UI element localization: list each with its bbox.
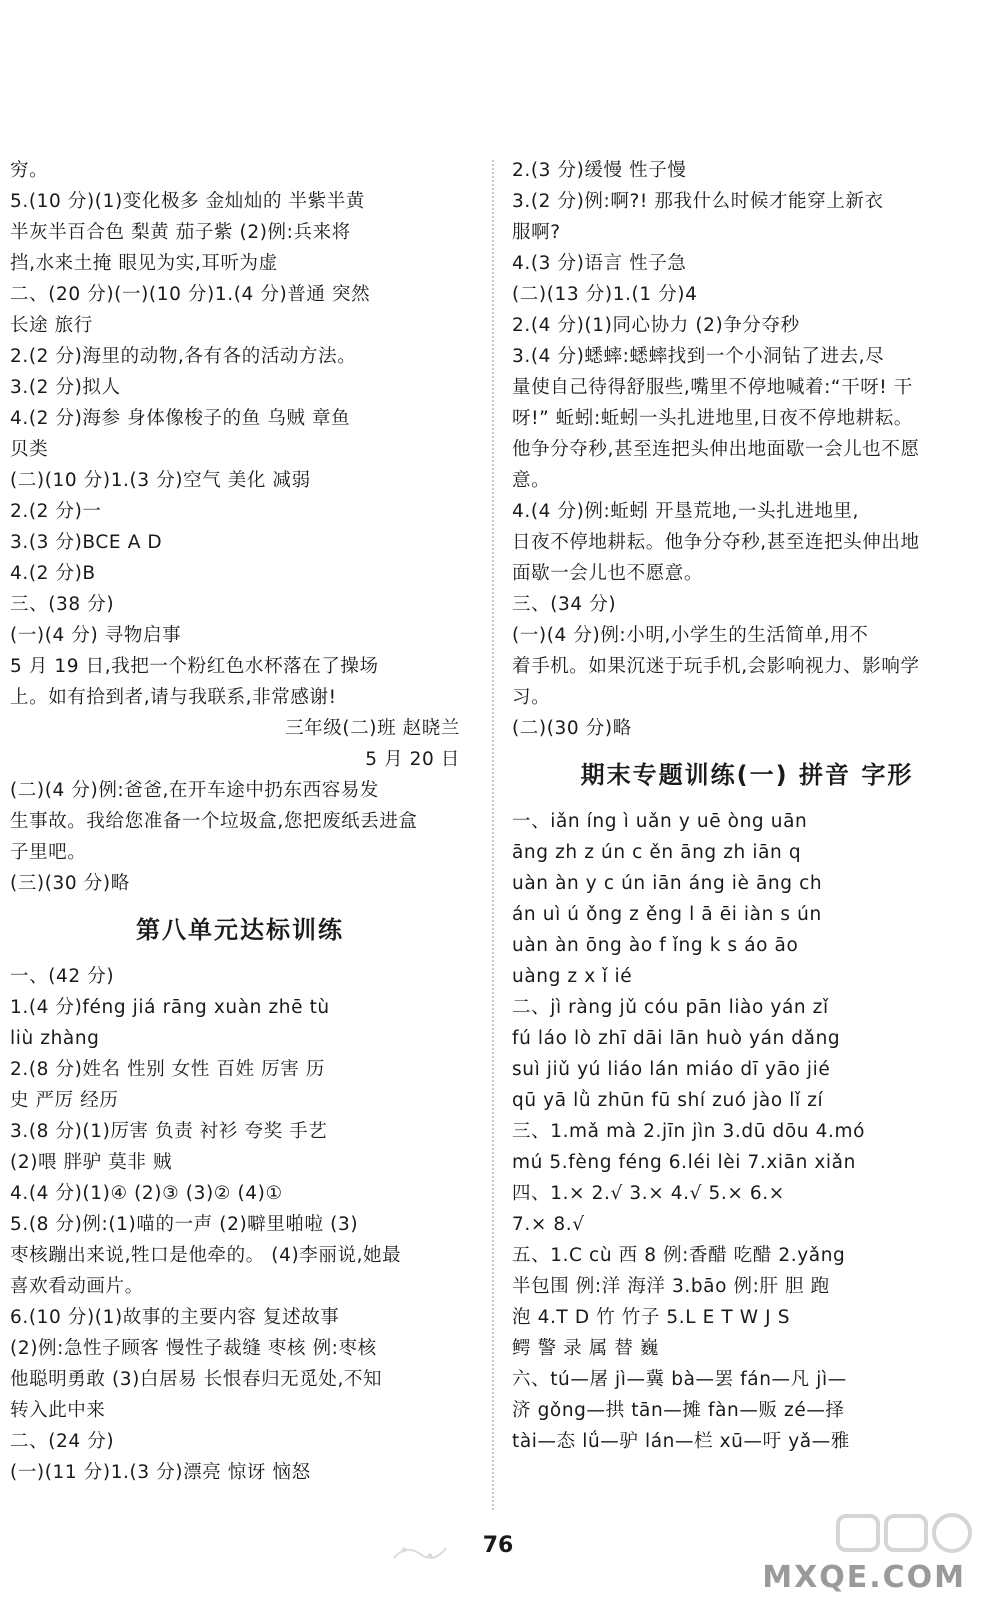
text-line: 4.(4 分)(1)④ (2)③ (3)② (4)① — [10, 1183, 283, 1204]
text-line: (二)(4 分)例:爸爸,在开车途中扔东西容易发 — [10, 780, 380, 801]
text-line: 4.(2 分)B — [10, 563, 96, 584]
text-line: (2)喂 胖驴 莫非 贼 — [10, 1152, 173, 1173]
text-line: 鳄 警 录 属 替 巍 — [512, 1338, 660, 1359]
text-line: 枣核蹦出来说,牲口是他牵的。 (4)李丽说,她最 — [10, 1245, 402, 1266]
text-line: liù zhàng — [10, 1028, 100, 1049]
text-line: (二)(13 分)1.(1 分)4 — [512, 284, 698, 305]
text-line: 上。如有拾到者,请与我联系,非常感谢! — [10, 687, 337, 708]
text-line: fú láo lò zhī dāi lān huò yán dǎng — [512, 1028, 841, 1049]
text-line: uàn àn ōng ào f ǐng k s áo āo — [512, 935, 799, 956]
text-line: suì jiǔ yú liáo lán miáo dī yāo jié — [512, 1059, 831, 1080]
watermark-text: MXQE.COM — [762, 1560, 966, 1595]
text-line: 三、(38 分) — [10, 594, 115, 615]
text-line: 四、1.× 2.√ 3.× 4.√ 5.× 6.× — [512, 1183, 785, 1204]
text-line: uàn àn y c ún iān áng iè āng ch — [512, 873, 823, 894]
text-line: 4.(4 分)例:蚯蚓 开垦荒地,一头扎进地里, — [512, 501, 860, 522]
text-line: 一、iǎn íng ì uǎn y uē òng uān — [512, 811, 808, 832]
text-line: 4.(3 分)语言 性子急 — [512, 253, 687, 274]
text-line: 日夜不停地耕耘。他争分夺秒,甚至连把头伸出地 — [512, 532, 920, 553]
text-line: 2.(2 分)海里的动物,各有各的活动方法。 — [10, 346, 357, 367]
text-line: 5.(8 分)例:(1)喵的一声 (2)噼里啪啦 (3) — [10, 1214, 359, 1235]
text-line: 习。 — [512, 687, 551, 708]
text-line: 五、1.C cù 西 8 例:香醋 吃醋 2.yǎng — [512, 1245, 846, 1266]
text-line: 着手机。如果沉迷于玩手机,会影响视力、影响学 — [512, 656, 920, 677]
section-heading: 第八单元达标训练 — [136, 916, 344, 944]
text-line: mú 5.fèng féng 6.léi lèi 7.xiān xiǎn — [512, 1152, 856, 1173]
text-line: āng zh z ún c ěn āng zh iān q — [512, 842, 802, 863]
text-line: 1.(4 分)féng jiá rāng xuàn zhē tù — [10, 997, 330, 1018]
text-line: 2.(4 分)(1)同心协力 (2)争分夺秒 — [512, 315, 800, 336]
text-line: 三、(34 分) — [512, 594, 617, 615]
page-number: 76 — [482, 1533, 514, 1558]
text-line: 喜欢看动画片。 — [10, 1276, 144, 1297]
text-line: 呀!” 蚯蚓:蚯蚓一头扎进地里,日夜不停地耕耘。 — [512, 408, 913, 429]
text-line: (二)(30 分)略 — [512, 718, 632, 739]
left-column — [10, 155, 470, 1488]
text-line: (一)(4 分) 寻物启事 — [10, 625, 182, 646]
text-line: 5 月 20 日 — [365, 749, 460, 770]
text-line: 量使自己待得舒服些,嘴里不停地喊着:“干呀! 干 — [512, 377, 913, 398]
text-line: uàng z x ǐ ié — [512, 966, 633, 987]
text-line: 子里吧。 — [10, 842, 87, 863]
section-heading: 期末专题训练(一) 拼音 字形 — [580, 761, 914, 789]
text-line: 贝类 — [10, 439, 49, 460]
text-line: 三年级(二)班 赵晓兰 — [285, 718, 460, 739]
text-line: 三、1.mǎ mà 2.jīn jìn 3.dū dōu 4.mó — [512, 1121, 866, 1142]
text-line: 3.(4 分)蟋蟀:蟋蟀找到一个小洞钻了进去,尽 — [512, 346, 885, 367]
text-line: 转入此中来 — [10, 1400, 106, 1421]
text-line: 半灰半百合色 梨黄 茄子紫 (2)例:兵来将 — [10, 222, 351, 243]
column-divider — [492, 160, 494, 1510]
text-line: 史 严厉 经历 — [10, 1090, 119, 1111]
text-line: (三)(30 分)略 — [10, 873, 130, 894]
text-line: 长途 旅行 — [10, 315, 93, 336]
text-line: 半包围 例:洋 海洋 3.bāo 例:肝 胆 跑 — [512, 1276, 830, 1297]
text-line: 他聪明勇敢 (3)白居易 长恨春归无觅处,不知 — [10, 1369, 383, 1390]
text-line: 泡 4.T D 竹 竹子 5.L E T W J S — [512, 1307, 791, 1328]
text-line: 挡,水来土掩 眼见为实,耳听为虚 — [10, 253, 278, 274]
text-line: (二)(10 分)1.(3 分)空气 美化 减弱 — [10, 470, 311, 491]
text-line: 5.(10 分)(1)变化极多 金灿灿的 半紫半黄 — [10, 191, 365, 212]
text-line: 济 gǒng—拱 tān—摊 fàn—贩 zé—择 — [512, 1400, 845, 1421]
text-line: 他争分夺秒,甚至连把头伸出地面歇一会儿也不愿 — [512, 439, 920, 460]
text-line: 2.(3 分)缓慢 性子慢 — [512, 160, 687, 181]
text-line: (2)例:急性子顾客 慢性子裁缝 枣核 例:枣核 — [10, 1338, 377, 1359]
text-line: 面歇一会儿也不愿意。 — [512, 563, 704, 584]
text-line: 3.(2 分)例:啊?! 那我什么时候才能穿上新衣 — [512, 191, 884, 212]
text-line: (一)(11 分)1.(3 分)漂亮 惊讶 恼怒 — [10, 1462, 311, 1483]
text-line: 二、jì ràng jǔ cóu pān liào yán zǐ — [512, 997, 829, 1018]
text-line: 二、(24 分) — [10, 1431, 115, 1452]
text-line: án uì ú ǒng z ěng l ā ēi iàn s ún — [512, 904, 822, 925]
text-line: 一、(42 分) — [10, 966, 115, 987]
text-line: 6.(10 分)(1)故事的主要内容 复述故事 — [10, 1307, 340, 1328]
text-line: 3.(2 分)拟人 — [10, 377, 121, 398]
text-line: 生事故。我给您准备一个垃圾盒,您把废纸丢进盒 — [10, 811, 418, 832]
text-line: 意。 — [512, 470, 551, 491]
text-line: 2.(2 分)一 — [10, 501, 102, 522]
text-line: 2.(8 分)姓名 性别 女性 百姓 厉害 历 — [10, 1059, 325, 1080]
right-column — [512, 155, 982, 1457]
text-line: 7.× 8.√ — [512, 1214, 585, 1235]
text-line: 二、(20 分)(一)(10 分)1.(4 分)普通 突然 — [10, 284, 371, 305]
text-line: 服啊? — [512, 222, 561, 243]
text-line: tài—态 lǘ—驴 lán—栏 xū—吁 yǎ—雅 — [512, 1431, 850, 1452]
text-line: 3.(8 分)(1)厉害 负责 衬衫 夸奖 手艺 — [10, 1121, 328, 1142]
text-line: 4.(2 分)海参 身体像梭子的鱼 乌贼 章鱼 — [10, 408, 351, 429]
text-line: (一)(4 分)例:小明,小学生的生活简单,用不 — [512, 625, 869, 646]
text-line: 5 月 19 日,我把一个粉红色水杯落在了操场 — [10, 656, 379, 677]
text-line: 3.(3 分)BCE A D — [10, 532, 163, 553]
text-line: qū yā lǜ zhūn fū shí zuó jào lǐ zí — [512, 1090, 824, 1111]
text-line: 六、tú—屠 jì—冀 bà—罢 fán—凡 jì— — [512, 1369, 847, 1390]
text-line: 穷。 — [10, 160, 49, 181]
